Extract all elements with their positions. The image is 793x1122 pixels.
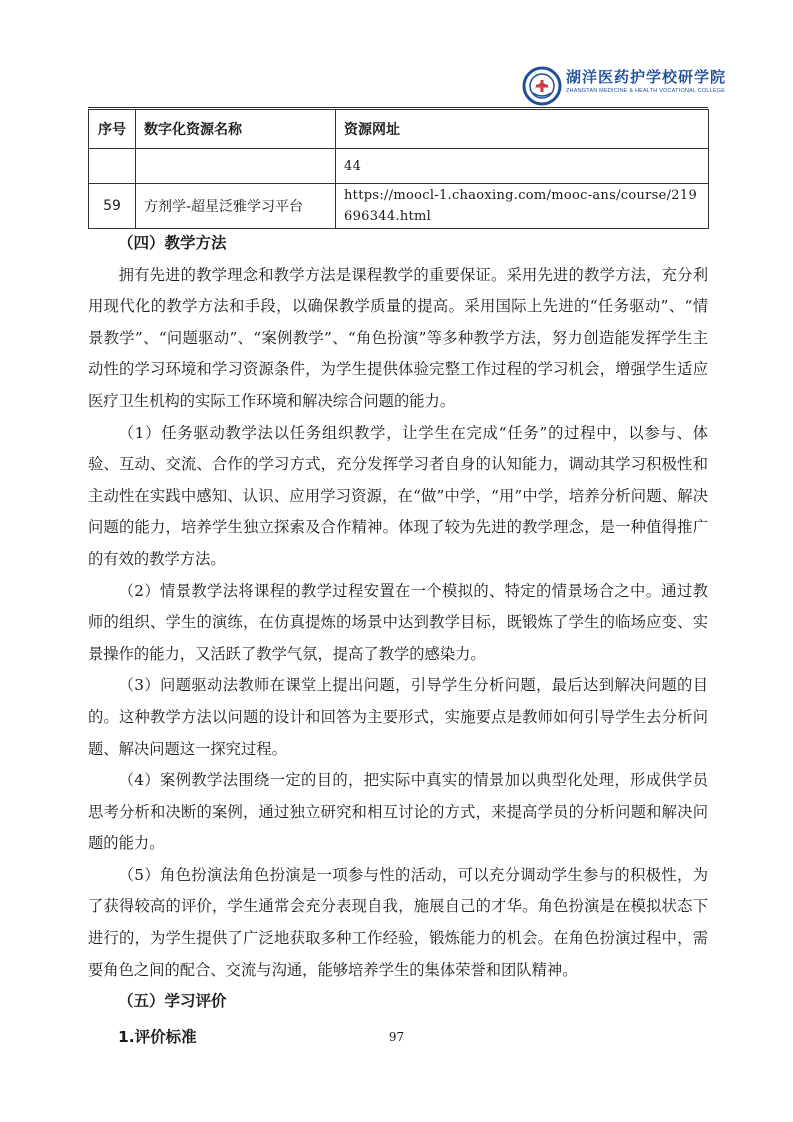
resource-table <box>88 109 709 229</box>
resource-name <box>136 149 336 184</box>
col-header-url: 资源网址 <box>336 110 709 149</box>
table-row <box>89 184 709 229</box>
page-number: 97 <box>388 1030 405 1044</box>
resource-url: 44 <box>336 149 709 184</box>
college-seal-icon <box>522 66 562 106</box>
row-number: 59 <box>89 184 136 229</box>
resource-url-link[interactable]: https://moocl-1.chaoxing.com/mooc-ans/course/219696344.html <box>336 184 709 229</box>
section-heading-teaching-methods: （四）教学方法 <box>118 234 227 252</box>
section-heading-evaluation: （五）学习评价 <box>118 992 227 1011</box>
paragraph-scenario: （2）情景教学法将课程的教学过程安置在一个模拟的、特定的情景场合之中。通过教师的组织、学生的演练，在仿真提炼的场景中达到教学目标，既锻炼了学生的临场应变、实景操作的能力，又活跃了教学气氛，提高了教学的感染力。 <box>88 581 708 663</box>
college-name-en: ZHANGTAN MEDICINE & HEALTH VOCATIONAL COLLEGE <box>566 88 726 94</box>
row-number <box>89 149 136 184</box>
col-header-name: 数字化资源名称 <box>136 110 336 149</box>
paragraph-intro: 拥有先进的教学理念和教学方法是课程教学的重要保证。采用先进的教学方法，充分利用现代化的教学方法和手段，以确保教学质量的提高。采用国际上先进的“任务驱动”、“情景教学”、“问题驱动”、“案例教学”、“角色扮演”等多种教学方法，努力创造能发挥学生主动性的学习环境和学习资源条件，为学生提供体验完整工作过程的学习机会，增强学生适应医疗卫生机构的实际工作环境和解决综合问题的能力。 <box>88 265 708 410</box>
body-content <box>88 228 708 1053</box>
header-divider <box>88 107 708 108</box>
table-row <box>89 149 709 184</box>
paragraph-problem-driven: （3）问题驱动法教师在课堂上提出问题，引导学生分析问题，最后达到解决问题的目的。这种教学方法以问题的设计和回答为主要形式，实施要点是教师如何引导学生去分析问题、解决问题这一探究过程。 <box>88 676 708 758</box>
resource-name: 方剂学-超星泛雅学习平台 <box>136 184 336 229</box>
subheading-evaluation-criteria: 1.评价标准 <box>118 1027 197 1046</box>
table-header-row <box>89 110 709 149</box>
paragraph-task-driven: （1）任务驱动教学法以任务组织教学，让学生在完成“任务”的过程中，以参与、体验、互动、交流、合作的学习方式，充分发挥学习者自身的认知能力，调动其学习积极性和主动性在实践中感知、认识、应用学习资源，在“做”中学，“用”中学，培养分析问题、解决问题的能力，培养学生独立探索及合作精神。体现了较为先进的教学理念，是一种值得推广的有效的教学方法。 <box>88 423 708 568</box>
page-header <box>0 0 793 110</box>
college-name-cn: 湖洋医药护学校研学院 <box>566 68 727 86</box>
paragraph-role-play: （5）角色扮演法角色扮演是一项参与性的活动，可以充分调动学生参与的积极性，为了获得较高的评价，学生通常会充分表现自我，施展自己的才华。角色扮演是在模拟状态下进行的，为学生提供了广泛地获取多种工作经验，锻炼能力的机会。在角色扮演过程中，需要角色之间的配合、交流与沟通，能够培养学生的集体荣誉和团队精神。 <box>88 865 708 979</box>
col-header-number: 序号 <box>89 110 136 149</box>
paragraph-case-study: （4）案例教学法围绕一定的目的，把实际中真实的情景加以典型化处理，形成供学员思考分析和决断的案例，通过独立研究和相互讨论的方式，来提高学员的分析问题和解决问题的能力。 <box>88 771 708 853</box>
